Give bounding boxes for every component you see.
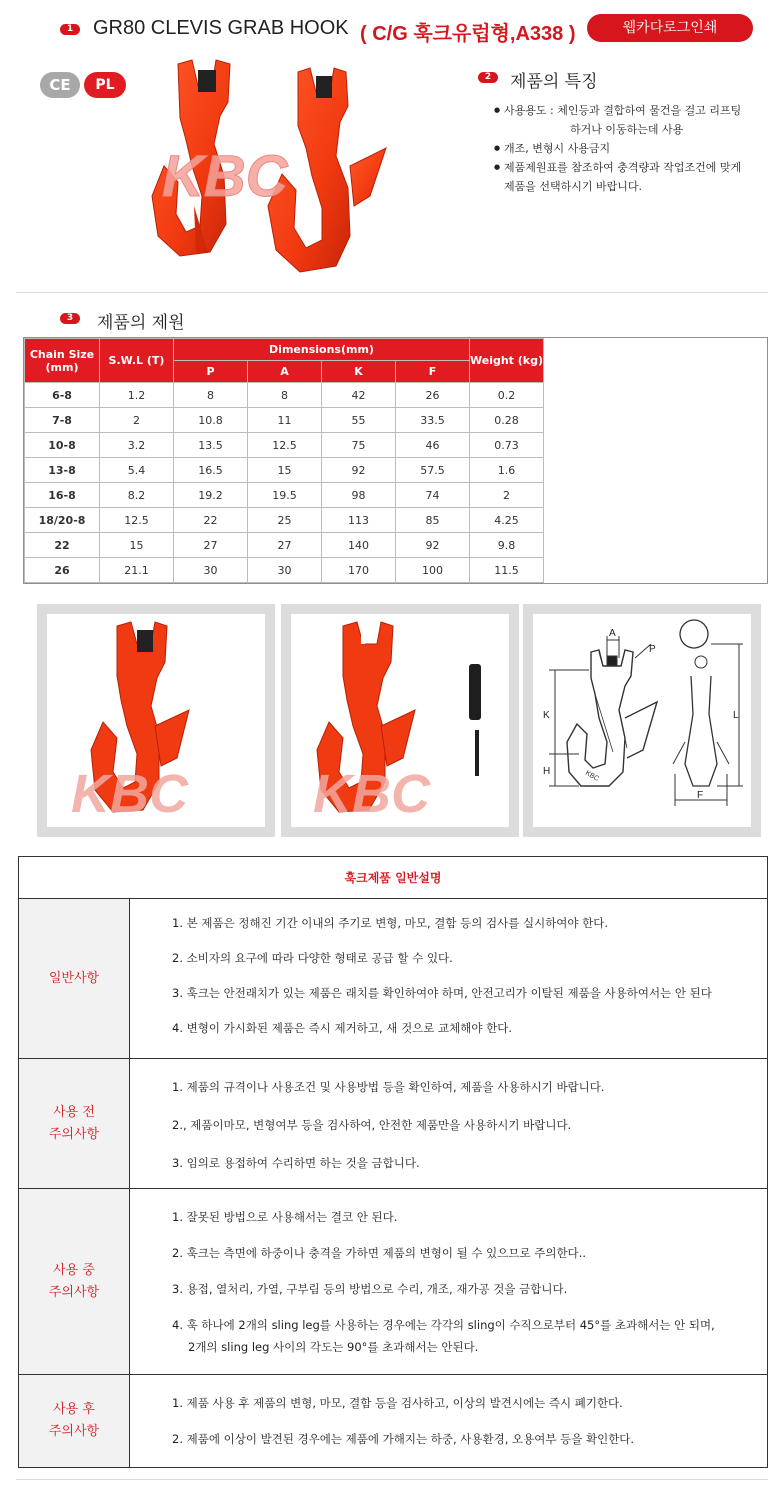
spec-cell: 22	[174, 508, 248, 533]
spec-cell: 75	[322, 433, 396, 458]
section-badge: 3	[60, 313, 80, 324]
spec-cell: 2	[470, 483, 544, 508]
hook-stamp: KBC	[584, 769, 600, 783]
hero-product-image	[150, 56, 400, 278]
spec-table-row	[25, 508, 544, 533]
spec-cell: 15	[248, 458, 322, 483]
hook-with-pin-photo	[291, 614, 509, 827]
section-badge: 2	[478, 72, 498, 83]
info-line: 2., 제품이마모, 변형여부 등을 검사하여, 안전한 제품만을 사용하시기 바랍니다.	[172, 1118, 572, 1132]
spec-table-frame	[23, 337, 768, 584]
spec-cell: 11	[248, 408, 322, 433]
spec-cell: 140	[322, 533, 396, 558]
col-header-p: P	[174, 361, 248, 383]
spec-cell: 19.2	[174, 483, 248, 508]
spec-cell: 98	[322, 483, 396, 508]
clevis-pin	[469, 664, 481, 720]
spec-cell: 27	[174, 533, 248, 558]
feature-line: 하거나 이동하는데 사용	[570, 123, 684, 136]
spec-cell: 27	[248, 533, 322, 558]
hook-photo	[47, 614, 265, 827]
spec-table-row	[25, 458, 544, 483]
spec-cell: 12.5	[100, 508, 174, 533]
spec-cell: 4.25	[470, 508, 544, 533]
dim-label-l: L	[733, 710, 739, 721]
info-row-label	[19, 899, 130, 1058]
section-badge: 1	[60, 24, 80, 35]
info-line: 1. 본 제품은 정해진 기간 이내의 주기로 변형, 마모, 결함 등의 검사를 실시하여야 한다.	[172, 916, 609, 930]
info-table-title: 훅크제품 일반설명	[19, 857, 767, 899]
spec-table	[24, 338, 544, 583]
product-photo-panel	[37, 604, 275, 837]
chain-size-cell: 22	[25, 533, 100, 558]
spec-cell: 1.2	[100, 383, 174, 408]
watermark-text: KBC	[162, 144, 288, 209]
info-row-body	[130, 1189, 767, 1374]
spec-cell: 55	[322, 408, 396, 433]
chain-size-cell: 6-8	[25, 383, 100, 408]
feature-line: 제품을 선택하시기 바랍니다.	[504, 180, 643, 193]
info-line: 3. 임의로 용접하여 수리하면 하는 것을 금합니다.	[172, 1156, 420, 1170]
col-header-a: A	[248, 361, 322, 383]
spec-cell: 8.2	[100, 483, 174, 508]
spec-table-row	[25, 533, 544, 558]
col-header-chain-size: Chain Size (mm)	[25, 339, 100, 383]
spec-cell: 170	[322, 558, 396, 583]
info-line: 1. 제품의 규격이나 사용조건 및 사용방법 등을 확인하여, 제품을 사용하시기 바랍니다.	[172, 1080, 605, 1094]
feature-item	[494, 101, 764, 139]
divider	[16, 292, 768, 293]
spec-cell: 46	[396, 433, 470, 458]
col-header-k: K	[322, 361, 396, 383]
info-row-label	[19, 1059, 130, 1188]
info-line: 3. 훅크는 안전래치가 있는 제품은 래치를 확인하여야 하며, 안전고리가 이탈된 제품을 사용하여서는 안 된다	[172, 986, 712, 1000]
chain-size-cell: 18/20-8	[25, 508, 100, 533]
spec-cell: 92	[396, 533, 470, 558]
info-line: 2개의 sling leg 사이의 각도는 90°를 초과해서는 안된다.	[188, 1340, 479, 1354]
spec-cell: 30	[174, 558, 248, 583]
spec-cell: 10.8	[174, 408, 248, 433]
chain-size-cell: 26	[25, 558, 100, 583]
watermark-text: KBC	[313, 764, 430, 824]
col-header-f: F	[396, 361, 470, 383]
spec-table-row	[25, 383, 544, 408]
info-row-after-use	[19, 1375, 767, 1467]
spec-cell: 2	[100, 408, 174, 433]
chain-size-cell: 10-8	[25, 433, 100, 458]
info-line: 4. 변형이 가시화된 제품은 즉시 제거하고, 새 것으로 교체해야 한다.	[172, 1021, 513, 1035]
info-row-label	[19, 1375, 130, 1467]
feature-item	[494, 158, 764, 196]
spec-cell: 57.5	[396, 458, 470, 483]
spec-cell: 0.73	[470, 433, 544, 458]
chain-size-cell: 7-8	[25, 408, 100, 433]
feature-line: ● 개조, 변형시 사용금지	[504, 142, 611, 155]
info-row-before-use	[19, 1059, 767, 1189]
spec-cell: 100	[396, 558, 470, 583]
spec-cell: 8	[174, 383, 248, 408]
info-row-body	[130, 1375, 767, 1467]
spec-cell: 85	[396, 508, 470, 533]
feature-item	[494, 139, 764, 158]
spec-table-row	[25, 558, 544, 583]
spec-cell: 21.1	[100, 558, 174, 583]
hook-general-info-table	[18, 856, 768, 1468]
feature-line: ● 사용용도 : 체인등과 결합하여 물건을 걸고 리프팅	[504, 104, 742, 117]
watermark-text: KBC	[71, 764, 188, 824]
chain-size-cell: 16-8	[25, 483, 100, 508]
info-label-line: 주의사항	[48, 1126, 100, 1142]
info-label-line: 사용 후	[53, 1402, 95, 1417]
info-label-line: 주의사항	[48, 1424, 100, 1439]
spec-cell: 1.6	[470, 458, 544, 483]
info-row-during-use	[19, 1189, 767, 1375]
spec-cell: 113	[322, 508, 396, 533]
bottom-divider	[16, 1479, 768, 1480]
roll-pin	[475, 730, 479, 776]
spec-table-row	[25, 483, 544, 508]
info-label-line: 사용 전	[53, 1104, 95, 1120]
product-title: GR80 CLEVIS GRAB HOOK	[93, 17, 349, 39]
spec-cell: 15	[100, 533, 174, 558]
page-header	[0, 14, 784, 44]
info-line: 3. 용접, 열처리, 가열, 구부림 등의 방법으로 수리, 개조, 재가공 것을 금합니다.	[172, 1282, 568, 1296]
spec-cell: 30	[248, 558, 322, 583]
spec-cell: 0.2	[470, 383, 544, 408]
dim-label-h: H	[543, 766, 551, 777]
dimension-diagram-panel	[523, 604, 761, 837]
spec-cell: 8	[248, 383, 322, 408]
spec-cell: 11.5	[470, 558, 544, 583]
features-list	[494, 101, 764, 196]
dim-label-p: P	[649, 644, 656, 655]
info-label-line: 주의사항	[48, 1284, 100, 1300]
col-header-weight: Weight (kg)	[470, 339, 544, 383]
pl-mark-logo: PL	[84, 72, 126, 98]
chain-size-cell: 13-8	[25, 458, 100, 483]
spec-cell: 74	[396, 483, 470, 508]
dimension-diagram	[533, 614, 751, 827]
spec-cell: 42	[322, 383, 396, 408]
spec-cell: 16.5	[174, 458, 248, 483]
info-line: 2. 소비자의 요구에 따라 다양한 형태로 공급 할 수 있다.	[172, 951, 453, 965]
info-line: 1. 잘못된 방법으로 사용해서는 결코 안 된다.	[172, 1210, 398, 1224]
spec-cell: 3.2	[100, 433, 174, 458]
spec-cell: 0.28	[470, 408, 544, 433]
col-header-dimensions: Dimensions(mm)	[174, 339, 470, 361]
ce-mark-logo: CE	[40, 72, 80, 98]
spec-cell: 12.5	[248, 433, 322, 458]
info-row-general	[19, 899, 767, 1059]
spec-table-row	[25, 433, 544, 458]
info-line: 2. 훅크는 측면에 하중이나 충격을 가하면 제품의 변형이 될 수 있으므로 주의한다..	[172, 1246, 586, 1260]
dim-label-f: F	[697, 790, 704, 801]
spec-cell: 9.8	[470, 533, 544, 558]
spec-cell: 33.5	[396, 408, 470, 433]
product-subtitle: ( C/G 훅크유럽형,A338 )	[360, 23, 576, 45]
info-label-line: 사용 중	[53, 1262, 95, 1278]
spec-cell: 26	[396, 383, 470, 408]
info-line: 1. 제품 사용 후 제품의 변형, 마모, 결함 등을 검사하고, 이상의 발견시에는 즉시 폐기한다.	[172, 1396, 623, 1410]
web-catalog-print-button[interactable]: 웹카다로그인쇄	[587, 14, 753, 42]
spec-cell: 5.4	[100, 458, 174, 483]
info-row-label	[19, 1189, 130, 1374]
spec-cell: 92	[322, 458, 396, 483]
info-line: 2. 제품에 이상이 발견된 경우에는 제품에 가해지는 하중, 사용환경, 오용여부 등을 확인한다.	[172, 1432, 635, 1446]
features-title: 제품의 특징	[510, 72, 598, 92]
spec-cell: 13.5	[174, 433, 248, 458]
spec-table-row	[25, 408, 544, 433]
info-line: 4. 훅 하나에 2개의 sling leg를 사용하는 경우에는 각각의 sling이 수직으로부터 45°를 초과해서는 안 되며,	[172, 1318, 715, 1332]
col-header-swl: S.W.L (T)	[100, 339, 174, 383]
info-row-body	[130, 899, 767, 1058]
info-row-body	[130, 1059, 767, 1188]
product-parts-photo-panel	[281, 604, 519, 837]
specs-title: 제품의 제원	[97, 313, 185, 333]
spec-cell: 25	[248, 508, 322, 533]
dim-label-k: K	[543, 710, 550, 721]
feature-line: ● 제품제원표를 참조하여 충격량과 작업조건에 맞게	[504, 161, 742, 174]
dim-label-a: A	[609, 628, 616, 639]
info-label-line: 일반사항	[48, 970, 100, 986]
spec-cell: 19.5	[248, 483, 322, 508]
